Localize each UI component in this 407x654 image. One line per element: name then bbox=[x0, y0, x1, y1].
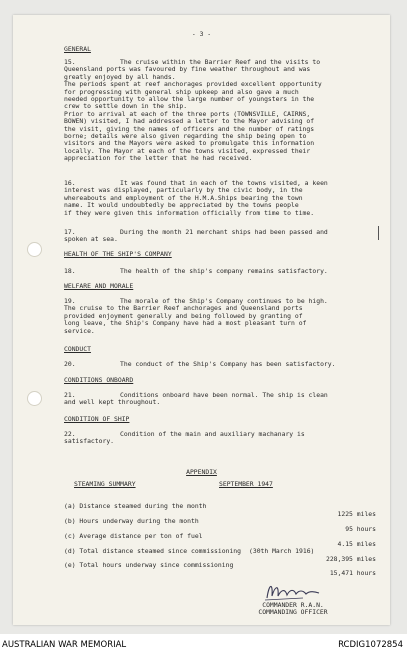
row-subnote: (30th March 1916) bbox=[249, 547, 315, 555]
paragraph-22 bbox=[64, 431, 380, 446]
text-line: whereabouts and employment of the H.M.A.Ships bearing the town bbox=[64, 193, 303, 202]
text-line: provided enjoyment generally and being followed by granting of bbox=[64, 311, 303, 320]
paragraph-number: 17. bbox=[64, 228, 76, 236]
record-id: RCDIG1072854 bbox=[338, 640, 403, 650]
text-line: locally. The Mayor at each of the towns visited, expressed their bbox=[64, 146, 311, 155]
text-line: The health of the ship's company remains satisfactory. bbox=[120, 267, 328, 275]
row-value: 228,395 miles bbox=[325, 554, 376, 563]
text-line: borne; details were also given regarding the ship being open to bbox=[64, 132, 307, 141]
text-line: The periods spent at reef anchorages provided excellent opportunity bbox=[64, 80, 322, 89]
appendix-title: APPENDIX bbox=[186, 468, 217, 476]
text-line: Condition of the main and auxiliary machanary is bbox=[120, 430, 305, 438]
punch-hole bbox=[27, 242, 42, 257]
text-line: Queensland ports was favoured by fine weather throughout and was bbox=[64, 65, 311, 74]
text-line: Conditions onboard have been normal. The ship is clean bbox=[120, 391, 328, 399]
signature-title: COMMANDING OFFICER bbox=[258, 608, 328, 617]
text-line: the visit, giving the names of officers and the number of ratings bbox=[64, 124, 315, 133]
paragraph-17 bbox=[64, 229, 380, 244]
paragraph-number: 18. bbox=[64, 267, 76, 275]
text-line: visitors and the Mayors were asked to promulgate this information bbox=[64, 139, 315, 148]
row-label: (b) Hours underway during the month bbox=[64, 517, 199, 526]
row-value: 1225 miles bbox=[337, 509, 376, 518]
text-line: The cruise to the Barrier Reef anchorages and Queensland ports bbox=[64, 304, 303, 313]
text-line: satisfactory. bbox=[64, 437, 115, 446]
text-line: service. bbox=[64, 326, 95, 335]
row-value: 4.15 miles bbox=[337, 539, 376, 548]
text-line: interest was displayed, particularly by the civic body, in the bbox=[64, 186, 303, 195]
text-line: The morale of the Ship's Company continues to be high. bbox=[120, 297, 328, 305]
text-line: appreciation for the letter that he had received. bbox=[64, 154, 253, 163]
paragraph-15 bbox=[64, 59, 380, 163]
section-heading-condition-of-ship: CONDITION OF SHIP bbox=[64, 415, 130, 423]
text-line: needed opportunity to allow the large number of youngsters in the bbox=[64, 95, 315, 104]
section-heading-welfare: WELFARE AND MORALE bbox=[64, 282, 134, 290]
paragraph-number: 22. bbox=[64, 430, 76, 438]
text-line: crew to settle down in the ship. bbox=[64, 102, 188, 111]
text-line: During the month 21 merchant ships had been passed and bbox=[120, 228, 328, 236]
page-number: - 3 - bbox=[191, 30, 212, 38]
paragraph-20 bbox=[64, 361, 380, 368]
row-label: (e) Total hours underway since commissioning bbox=[64, 561, 234, 570]
row-label: (d) Total distance steamed since commissioning bbox=[64, 547, 241, 556]
paragraph-19 bbox=[64, 298, 380, 335]
text-line: long leave, the Ship's Company have had a most pleasant turn of bbox=[64, 319, 307, 328]
section-heading-health: HEALTH OF THE SHIP'S COMPANY bbox=[64, 250, 172, 258]
signature-block bbox=[253, 602, 333, 617]
punch-hole bbox=[27, 391, 42, 406]
row-value: 95 hours bbox=[345, 524, 376, 533]
row-label: (c) Average distance per ton of fuel bbox=[64, 532, 203, 541]
paragraph-number: 15. bbox=[64, 58, 76, 66]
document-page bbox=[13, 15, 390, 625]
paragraph-21 bbox=[64, 392, 380, 407]
archive-footer bbox=[0, 636, 407, 654]
section-heading-conduct: CONDUCT bbox=[64, 345, 91, 353]
steaming-summary-label: STEAMING SUMMARY bbox=[74, 480, 136, 488]
paragraph-18 bbox=[64, 268, 380, 275]
text-line: Prior to arrival at each of the three ports (TOWNSVILLE, CAIRNS, bbox=[64, 109, 311, 118]
section-heading-general: GENERAL bbox=[64, 45, 91, 53]
text-line: and well kept throughout. bbox=[64, 398, 161, 407]
paragraph-number: 16. bbox=[64, 179, 76, 187]
section-heading-conditions: CONDITIONS ONBOARD bbox=[64, 376, 134, 384]
text-line: for progressing with general ship upkeep and also gave a much bbox=[64, 87, 299, 96]
text-line: The conduct of the Ship's Company has been satisfactory. bbox=[120, 360, 336, 368]
text-line: spoken at sea. bbox=[64, 235, 118, 244]
row-label: (a) Distance steamed during the month bbox=[64, 502, 207, 511]
row-value: 15,471 hours bbox=[329, 568, 376, 577]
text-line: name. It would undoubtedly be appreciated by the towns people bbox=[64, 201, 299, 210]
paragraph-number: 20. bbox=[64, 360, 76, 368]
handwritten-signature bbox=[263, 580, 323, 602]
month-label: SEPTEMBER 1947 bbox=[219, 480, 273, 488]
paragraph-16 bbox=[64, 180, 380, 217]
archive-name: AUSTRALIAN WAR MEMORIAL bbox=[2, 640, 127, 650]
text-line: BOWEN) visited, I had addressed a letter to the Mayor advising of bbox=[64, 117, 315, 126]
steaming-row bbox=[64, 555, 376, 585]
text-line: if they were given this information officially from time to time. bbox=[64, 208, 315, 217]
text-line: The cruise within the Barrier Reef and the visits to bbox=[120, 58, 321, 66]
signature-rank: COMMANDER R.A.N. bbox=[262, 601, 324, 609]
paragraph-number: 19. bbox=[64, 297, 76, 305]
text-line: greatly enjoyed by all hands. bbox=[64, 72, 176, 81]
text-line: It was found that in each of the towns visited, a keen bbox=[120, 179, 328, 187]
paragraph-number: 21. bbox=[64, 391, 76, 399]
